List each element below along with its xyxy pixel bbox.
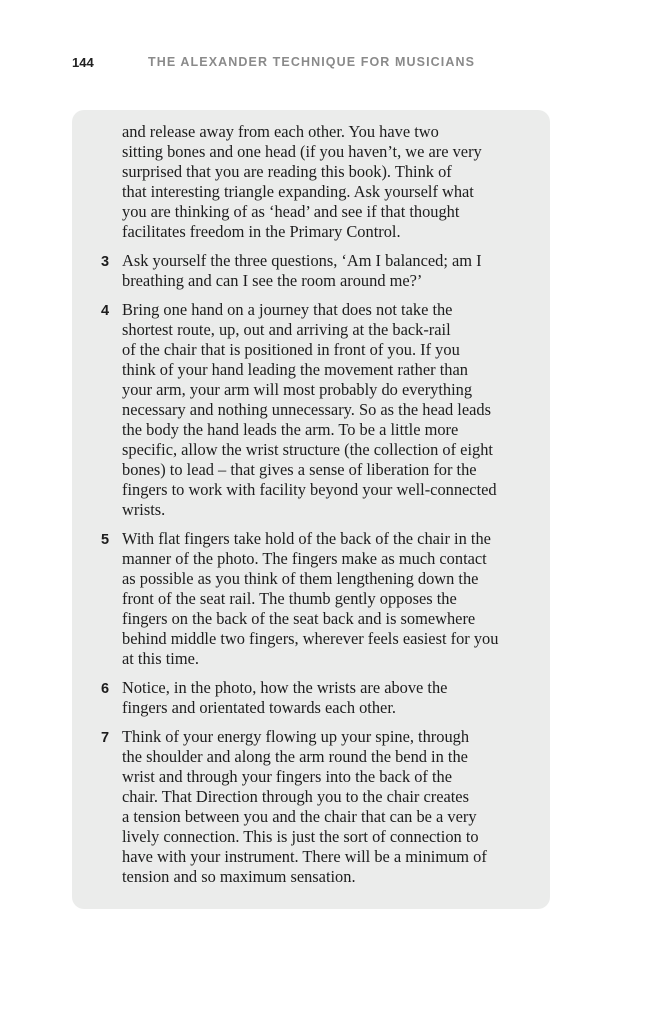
text-line: at this time. (122, 649, 199, 668)
text-line: Think of your energy flowing up your spine, through (122, 727, 470, 746)
list-item-number: 6 (101, 681, 110, 697)
text-line: breathing and can I see the room around me?’ (122, 271, 423, 290)
list-item (101, 678, 537, 718)
list-item (101, 529, 537, 669)
list-item-number: 3 (101, 254, 110, 270)
text-line: and release away from each other. You have two (122, 122, 439, 141)
list-item-number: 7 (101, 730, 110, 746)
text-line: a tension between you and the chair that can be a very (122, 807, 477, 826)
intro-paragraph (122, 122, 537, 242)
text-line: you are thinking of as ‘head’ and see if that thought (122, 202, 460, 221)
text-line: fingers on the back of the seat back and is somewhere (122, 609, 476, 628)
text-line: necessary and nothing unnecessary. So as the head leads (122, 400, 491, 419)
instruction-box (72, 110, 550, 909)
list-item-number: 5 (101, 532, 110, 548)
text-line: With flat fingers take hold of the back of the chair in the (122, 529, 491, 548)
text-line: the body the hand leads the arm. To be a little more (122, 420, 459, 439)
text-line: specific, allow the wrist structure (the collection of eight (122, 440, 493, 459)
numbered-list (101, 251, 537, 887)
text-line: front of the seat rail. The thumb gently opposes the (122, 589, 457, 608)
text-line: tension and so maximum sensation. (122, 867, 356, 886)
running-head-title: THE ALEXANDER TECHNIQUE FOR MUSICIANS (148, 55, 476, 69)
list-item (101, 727, 537, 887)
text-line: Notice, in the photo, how the wrists are above the (122, 678, 448, 697)
page-number: 144 (72, 55, 94, 70)
text-line: your arm, your arm will most probably do everything (122, 380, 473, 399)
text-line: behind middle two fingers, wherever feels easiest for you (122, 629, 499, 648)
text-line: wrists. (122, 500, 166, 519)
text-line: manner of the photo. The fingers make as much contact (122, 549, 487, 568)
text-line: have with your instrument. There will be a minimum of (122, 847, 487, 866)
text-line: of the chair that is positioned in front of you. If you (122, 340, 460, 359)
text-line: Bring one hand on a journey that does not take the (122, 300, 453, 319)
text-line: lively connection. This is just the sort of connection to (122, 827, 479, 846)
instruction-content (101, 122, 537, 896)
text-line: Ask yourself the three questions, ‘Am I balanced; am I (122, 251, 482, 270)
text-line: facilitates freedom in the Primary Control. (122, 222, 401, 241)
text-line: as possible as you think of them lengthening down the (122, 569, 479, 588)
text-line: chair. That Direction through you to the chair creates (122, 787, 469, 806)
list-item (101, 251, 537, 291)
text-line: wrist and through your fingers into the back of the (122, 767, 453, 786)
text-line: bones) to lead – that gives a sense of liberation for the (122, 460, 477, 479)
running-header (72, 55, 592, 71)
list-item-number: 4 (101, 303, 110, 319)
text-line: think of your hand leading the movement rather than (122, 360, 468, 379)
list-item (101, 300, 537, 520)
text-line: sitting bones and one head (if you haven’t, we are very (122, 142, 482, 161)
text-line: fingers to work with facility beyond your well-connected (122, 480, 497, 499)
text-line: fingers and orientated towards each other. (122, 698, 396, 717)
text-line: shortest route, up, out and arriving at the back-rail (122, 320, 451, 339)
text-line: that interesting triangle expanding. Ask yourself what (122, 182, 474, 201)
text-line: surprised that you are reading this book). Think of (122, 162, 452, 181)
text-line: the shoulder and along the arm round the bend in the (122, 747, 468, 766)
